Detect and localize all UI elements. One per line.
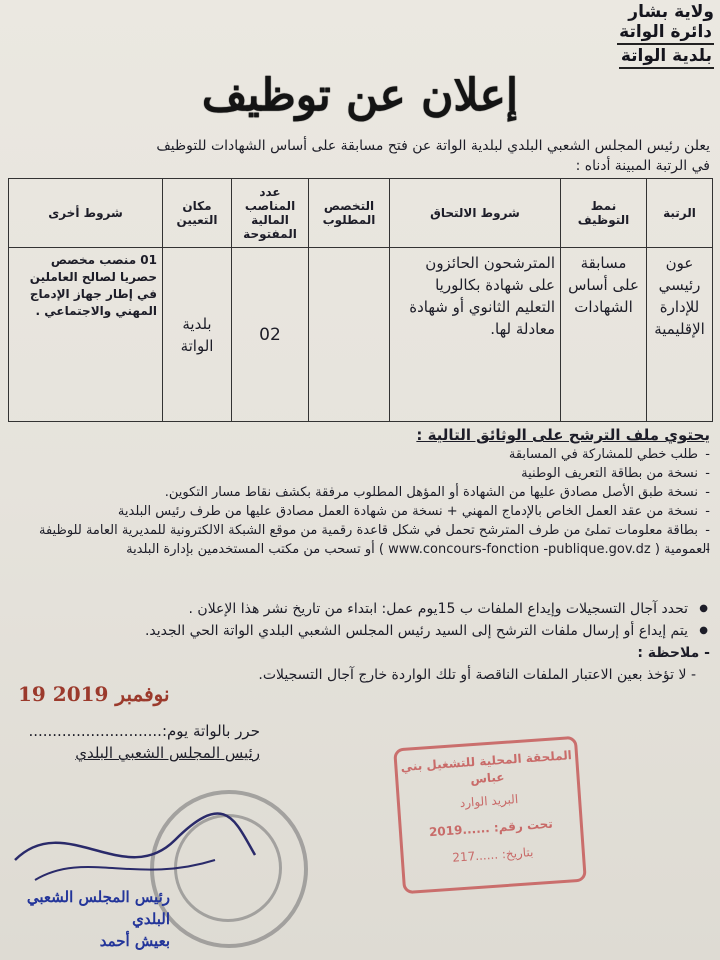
intro-line-1: يعلن رئيس المجلس الشعبي البلدي لبلدية الواتة عن فتح مسابقة على أساس الشهادات للتوظيف — [156, 138, 710, 154]
stamp-number: تحت رقم: ......2019 — [428, 816, 554, 840]
received-stamp — [393, 736, 587, 894]
signatory-role: رئيس المجلس الشعبي البلدي — [75, 744, 260, 762]
header-municipality: بلدية الواتة — [619, 46, 714, 69]
stamp-mail: البريد الوارد — [459, 792, 519, 811]
cell-conditions: المترشحون الحائزون على شهادة بكالوريا التعليم الثانوي أو شهادة معادلة لها. — [390, 248, 561, 422]
documents-list — [5, 445, 710, 559]
intro-text — [10, 136, 710, 176]
positions-table — [8, 178, 713, 422]
cell-specialty — [309, 248, 390, 422]
header-conditions: شروط الالتحاق — [390, 179, 561, 248]
header-posts-count: عدد المناصب المالية المفتوحة — [232, 179, 309, 248]
list-item: - بطاقة معلومات تملئ من طرف المترشح تحمل في شكل قاعدة رقمية من موقع الشبكة الالكترونية للمديرية العامة للوظيفة — [5, 521, 710, 540]
header-block-3 — [619, 46, 714, 69]
header-recruitment-mode: نمط التوظيف — [561, 179, 647, 248]
stamp-office: الملحقة المحلية للتشغيل بني عباس — [400, 748, 573, 787]
intro-line-2: في الرتبة المبينة أدناه : — [575, 158, 710, 174]
list-item: - نسخة طبق الأصل مصادق عليها من الشهادة أو المؤهل المطلوب مرفقة بكشف نقاط مسار التكوين. — [5, 483, 710, 502]
note-label: - ملاحظة : — [637, 645, 710, 661]
header-province: ولاية بشار — [628, 2, 714, 22]
signature-name-line-1: رئيس المجلس الشعبي البلدي — [26, 888, 170, 928]
header-specialty: التخصص المطلوب — [309, 179, 390, 248]
header-block-2 — [617, 22, 714, 45]
cell-posts-count: 02 — [232, 248, 309, 422]
documents-section — [5, 426, 710, 559]
header-other-conditions: شروط أخرى — [9, 179, 163, 248]
header-block — [628, 2, 714, 22]
note-remark: - لا تؤخذ بعين الاعتبار الملفات الناقصة أو تلك الواردة خارج آجال التسجيلات. — [258, 667, 696, 683]
written-at: حرر بالواتة يوم:............................ — [28, 722, 260, 740]
page-title: إعلان عن توظيف — [201, 70, 519, 121]
header-location: مكان التعيين — [163, 179, 232, 248]
header-district: دائرة الواتة — [617, 22, 714, 45]
list-item: - نسخة من عقد العمل الخاص بالإدماج المهني + نسخة من شهادة العمل مصادق عليها من طرف رئيس البلدية — [5, 502, 710, 521]
signature-name — [0, 886, 170, 952]
stamp-date: بتاريخ: ......217 — [451, 845, 534, 865]
table-row — [9, 248, 713, 422]
list-item: - نسخة من بطاقة التعريف الوطنية — [5, 464, 710, 483]
list-item: - طلب خطي للمشاركة في المسابقة — [5, 445, 710, 464]
signature-name-line-2: بعيش أحمد — [99, 932, 170, 950]
cell-recruitment-mode: مسابقة على أساس الشهادات — [561, 248, 647, 422]
list-item: - العمومية ( www.concours-fonction -publique.gov.dz ) أو تسحب من مكتب المستخدمين بإدارة البلدية — [5, 540, 710, 559]
notes-section — [70, 598, 710, 686]
table-header-row — [9, 179, 713, 248]
signature-scribble — [5, 800, 265, 900]
cell-location: بلدية الواتة — [163, 248, 232, 422]
cell-rank: عون رئيسي للإدارة الإقليمية — [647, 248, 713, 422]
cell-other-conditions: 01 منصب مخصص حصريا لصالح العاملين في إطار جهاز الإدماج المهني والاجتماعي . — [9, 248, 163, 422]
note-deadline: ● تحدد آجال التسجيلات وإيداع الملفات ب 15يوم عمل: ابتداء من تاريخ نشر هذا الإعلان . — [70, 598, 710, 620]
note-submission: ● يتم إيداع أو إرسال ملفات الترشح إلى السيد رئيس المجلس الشعبي البلدي الواتة الحي الجديد. — [70, 620, 710, 642]
header-rank: الرتبة — [647, 179, 713, 248]
handwritten-date: 19 نوفمبر 2019 — [18, 682, 170, 706]
signature-block — [28, 720, 260, 764]
documents-title: يحتوي ملف الترشح على الوثائق التالية : — [416, 426, 710, 444]
